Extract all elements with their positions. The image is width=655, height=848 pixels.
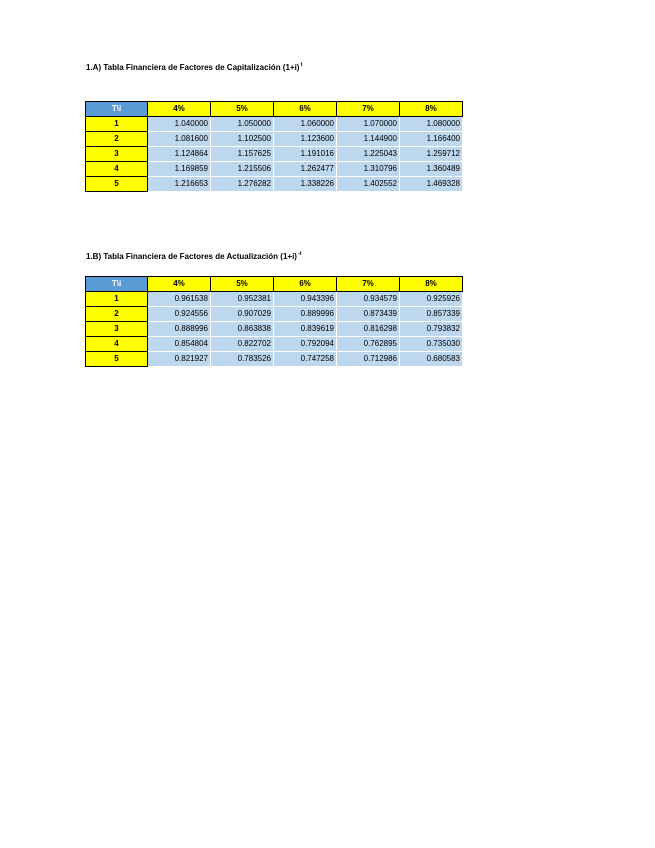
value-cell[interactable]: 1.040000 <box>148 117 211 132</box>
rate-header[interactable]: 8% <box>400 277 463 292</box>
value-cell[interactable]: 0.821927 <box>148 352 211 367</box>
table-row <box>86 322 463 337</box>
value-cell[interactable]: 0.854804 <box>148 337 211 352</box>
value-cell[interactable]: 0.889996 <box>274 307 337 322</box>
table-row <box>86 132 463 147</box>
value-cell[interactable]: 1.166400 <box>400 132 463 147</box>
value-cell[interactable]: 1.191016 <box>274 147 337 162</box>
value-cell[interactable]: 0.934579 <box>337 292 400 307</box>
value-cell[interactable]: 1.225043 <box>337 147 400 162</box>
value-cell[interactable]: 1.276282 <box>211 177 274 192</box>
value-cell[interactable]: 0.839619 <box>274 322 337 337</box>
value-cell[interactable]: 1.259712 <box>400 147 463 162</box>
value-cell[interactable]: 1.060000 <box>274 117 337 132</box>
period-cell[interactable]: 1 <box>86 292 148 307</box>
section-a-title <box>86 62 302 72</box>
table-row <box>86 117 463 132</box>
table-row <box>86 292 463 307</box>
value-cell[interactable]: 0.783526 <box>211 352 274 367</box>
value-cell[interactable]: 1.338226 <box>274 177 337 192</box>
period-cell[interactable]: 1 <box>86 117 148 132</box>
period-cell[interactable]: 4 <box>86 337 148 352</box>
table-row <box>86 352 463 367</box>
value-cell[interactable]: 0.712986 <box>337 352 400 367</box>
value-cell[interactable]: 1.216653 <box>148 177 211 192</box>
section-b-title-text: 1.B) Tabla Financiera de Factores de Actualización (1+i) <box>86 252 297 261</box>
value-cell[interactable]: 1.080000 <box>400 117 463 132</box>
value-cell[interactable]: 0.822702 <box>211 337 274 352</box>
value-cell[interactable]: 1.310796 <box>337 162 400 177</box>
value-cell[interactable]: 0.863838 <box>211 322 274 337</box>
rate-header[interactable]: 7% <box>337 102 400 117</box>
value-cell[interactable]: 0.735030 <box>400 337 463 352</box>
value-cell[interactable]: 1.402552 <box>337 177 400 192</box>
value-cell[interactable]: 1.469328 <box>400 177 463 192</box>
value-cell[interactable]: 0.747258 <box>274 352 337 367</box>
rate-header[interactable]: 5% <box>211 102 274 117</box>
rate-header[interactable]: 4% <box>148 102 211 117</box>
value-cell[interactable]: 0.961538 <box>148 292 211 307</box>
value-cell[interactable]: 1.102500 <box>211 132 274 147</box>
value-cell[interactable]: 0.792094 <box>274 337 337 352</box>
period-cell[interactable]: 5 <box>86 352 148 367</box>
rate-header[interactable]: 6% <box>274 277 337 292</box>
value-cell[interactable]: 1.215506 <box>211 162 274 177</box>
rate-header[interactable]: 4% <box>148 277 211 292</box>
value-cell[interactable]: 0.762895 <box>337 337 400 352</box>
value-cell[interactable]: 1.081600 <box>148 132 211 147</box>
section-a-title-text: 1.A) Tabla Financiera de Factores de Capitalización (1+i) <box>86 63 300 72</box>
value-cell[interactable]: 0.793832 <box>400 322 463 337</box>
value-cell[interactable]: 0.952381 <box>211 292 274 307</box>
value-cell[interactable]: 1.144900 <box>337 132 400 147</box>
period-cell[interactable]: 4 <box>86 162 148 177</box>
value-cell[interactable]: 1.050000 <box>211 117 274 132</box>
actualization-table <box>85 276 463 367</box>
value-cell[interactable]: 1.124864 <box>148 147 211 162</box>
value-cell[interactable]: 0.943396 <box>274 292 337 307</box>
table-row <box>86 307 463 322</box>
table-row <box>86 337 463 352</box>
period-cell[interactable]: 3 <box>86 322 148 337</box>
table-row <box>86 177 463 192</box>
value-cell[interactable]: 1.169859 <box>148 162 211 177</box>
value-cell[interactable]: 1.123600 <box>274 132 337 147</box>
value-cell[interactable]: 0.680583 <box>400 352 463 367</box>
value-cell[interactable]: 0.924556 <box>148 307 211 322</box>
period-cell[interactable]: 3 <box>86 147 148 162</box>
value-cell[interactable]: 0.907029 <box>211 307 274 322</box>
value-cell[interactable]: 1.360489 <box>400 162 463 177</box>
corner-header[interactable]: T\i <box>86 277 148 292</box>
rate-header[interactable]: 8% <box>400 102 463 117</box>
corner-header[interactable]: T\i <box>86 102 148 117</box>
table-header-row <box>86 102 463 117</box>
value-cell[interactable]: 1.262477 <box>274 162 337 177</box>
rate-header[interactable]: 5% <box>211 277 274 292</box>
value-cell[interactable]: 0.888996 <box>148 322 211 337</box>
section-b-exponent: -t <box>297 251 302 257</box>
table-row <box>86 162 463 177</box>
value-cell[interactable]: 0.925926 <box>400 292 463 307</box>
section-a-exponent: t <box>300 62 303 68</box>
table-row <box>86 147 463 162</box>
value-cell[interactable]: 0.857339 <box>400 307 463 322</box>
value-cell[interactable]: 0.873439 <box>337 307 400 322</box>
value-cell[interactable]: 1.070000 <box>337 117 400 132</box>
rate-header[interactable]: 6% <box>274 102 337 117</box>
period-cell[interactable]: 2 <box>86 132 148 147</box>
period-cell[interactable]: 2 <box>86 307 148 322</box>
period-cell[interactable]: 5 <box>86 177 148 192</box>
value-cell[interactable]: 0.816298 <box>337 322 400 337</box>
capitalization-table <box>85 101 463 192</box>
value-cell[interactable]: 1.157625 <box>211 147 274 162</box>
table-header-row <box>86 277 463 292</box>
rate-header[interactable]: 7% <box>337 277 400 292</box>
section-b-title <box>86 251 302 261</box>
